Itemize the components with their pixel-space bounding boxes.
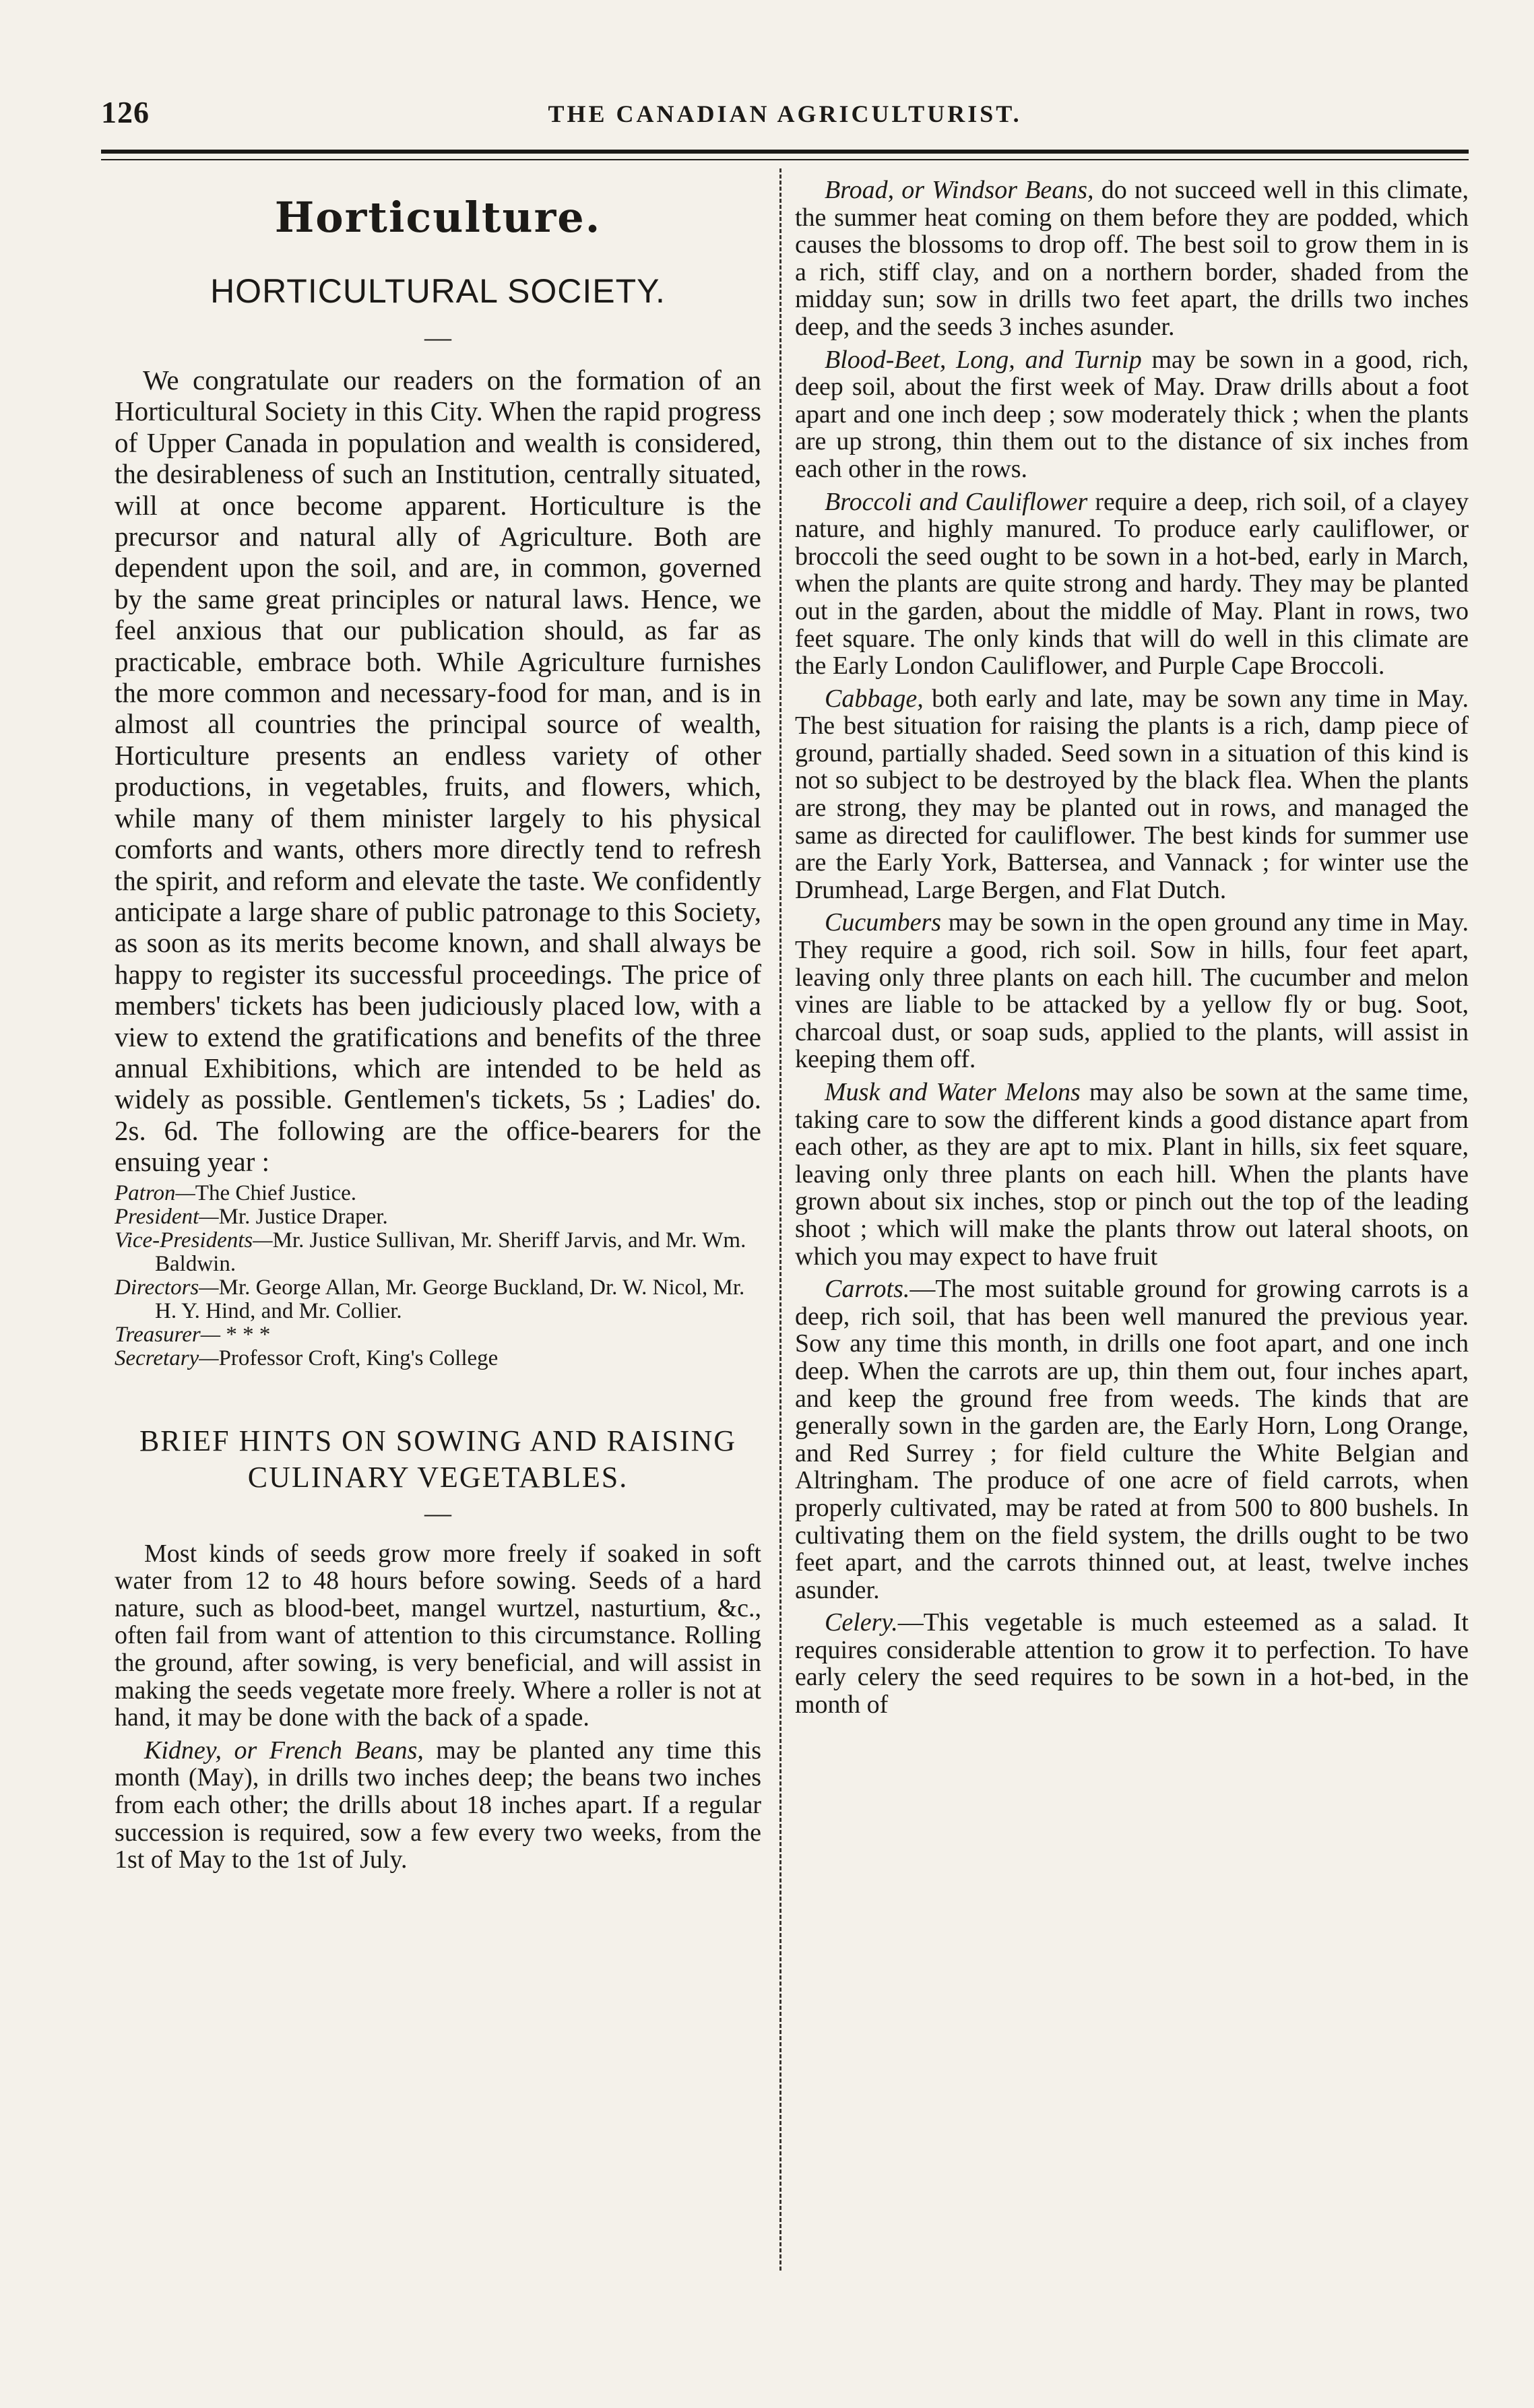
hints-dash: — (424, 1497, 451, 1528)
page-header (101, 94, 1469, 135)
officer-role: Treasurer— (115, 1322, 221, 1347)
column-divider (779, 168, 781, 2271)
section-title: Horticulture. (274, 193, 602, 242)
paragraph-text: —This vegetable is much esteemed as a salad. It requires considerable attention to grow it to perfection. To have early celery the seed requires to be sown in a hot-bed, in the month of (795, 1608, 1469, 1719)
paragraph-text: do not succeed well in this climate, the summer heat coming on them before they are podded, which causes the blossoms to drop off. The best soil to grow them in is a rich, stiff clay, and on a northern border, shaded from the midday sun; sow in drills two feet apart, the drills two inches deep, and the seeds 3 inches asunder. (795, 176, 1469, 341)
left-column (115, 177, 761, 1874)
officer-names: Mr. Justice Sullivan, Mr. Sheriff Jarvis, and Mr. Wm. Baldwin. (155, 1228, 746, 1276)
officer-secretary (115, 1347, 761, 1370)
right-column (795, 177, 1469, 1719)
officer-role: Vice-Presidents— (115, 1228, 273, 1253)
officer-names: Mr. George Allan, Mr. George Buckland, Dr. W. Nicol, Mr. H. Y. Hind, and Mr. Collier. (155, 1275, 745, 1323)
officer-directors (115, 1276, 761, 1323)
officer-names: The Chief Justice. (195, 1180, 356, 1205)
paragraph-text: —The most suitable ground for growing carrots is a deep, rich soil, that has been well manured the previous year. Sow any time this month, in drills one foot apart, and one inch deep. When the carrots are up, thin them out, four inches apart, and keep the ground free from weeds. The kinds that are generally sown in the garden are, the Early Horn, Long Orange, and Red Surrey ; for field culture the White Belgian and Altringham. The produce of one acre of field carrots, when properly cultivated, may be rated at from 500 to 800 bushels. In cultivating them on the field system, the drills ought to be two feet apart, and the carrots thinned out, at least, twelve inches asunder. (795, 1275, 1469, 1604)
paragraph-lead: Carrots. (825, 1275, 910, 1304)
cabbage-paragraph (795, 685, 1469, 904)
paragraph-text: may be sown in the open ground any time in May. They require a good, rich soil. Sow in hills, four feet apart, leaving only three plants on each hill. The cucumber and melon vines are liable to be attacked by a yellow fly or bug. Soot, charcoal dust, or soap suds, applied to the plants, will assist in keeping them off. (795, 908, 1469, 1074)
paragraph-lead: Kidney, or French Beans, (144, 1736, 424, 1765)
paragraph-text: may be sown in a good, rich, deep soil, about the first week of May. Draw drills about a foot apart and one inch deep ; sow moderately thick ; when the plants are up strong, thin them out to the distance of six inches from each other in the rows. (795, 345, 1469, 483)
running-title: THE CANADIAN AGRICULTURIST. (548, 100, 1022, 127)
blood-beet-paragraph (795, 346, 1469, 483)
officer-vice-presidents (115, 1229, 761, 1276)
hints-heading-line2: CULINARY VEGETABLES. (247, 1460, 629, 1494)
officer-treasurer (115, 1323, 761, 1347)
officer-patron (115, 1182, 761, 1205)
society-dash: — (424, 322, 451, 352)
paragraph-lead: Broad, or Windsor Beans, (825, 176, 1094, 204)
kidney-beans-paragraph (115, 1737, 761, 1874)
officer-names: Mr. Justice Draper. (218, 1204, 388, 1229)
paragraph-lead: Cucumbers (825, 908, 942, 937)
officer-president (115, 1205, 761, 1229)
paragraph-text: require a deep, rich soil, of a clayey nature, and highly manured. To produce early cauliflower, or broccoli the seed ought to be sown in a hot-bed, early in March, when the plants are quite strong and hardy. They may be planted out in the garden, about the middle of May. Plant in rows, two feet square. The only kinds that will do well in this climate are the Early London Cauliflower, and Purple Cape Broccoli. (795, 487, 1469, 680)
carrots-paragraph (795, 1275, 1469, 1604)
paragraph-text: both early and late, may be sown any time in May. The best situation for raising the plants is a rich, damp piece of ground, partially shaded. Seed sown in a situation of this kind is not so subject to be destroyed by the black flea. When the plants are strong, they may be planted out in rows, and managed the same as directed for cauliflower. The best kinds for summer use are the Early York, Battersea, and Vannack ; for winter use the Drumhead, Large Bergen, and Flat Dutch. (795, 684, 1469, 904)
officer-names: * * * (220, 1322, 271, 1347)
header-rule-thick (101, 150, 1469, 154)
officer-role: President— (115, 1204, 219, 1229)
paragraph-lead: Musk and Water Melons (825, 1078, 1081, 1106)
paragraph-text: may be planted any time this month (May), in drills two inches deep; the beans two inches from each other; the drills about 18 inches apart. If a regular succession is required, sow a few every two weeks, from the 1st of May to the 1st of July. (115, 1736, 761, 1874)
office-bearers-list (115, 1182, 761, 1370)
paragraph-lead: Broccoli and Cauliflower (825, 487, 1088, 516)
society-heading: HORTICULTURAL SOCIETY. (210, 272, 666, 310)
society-body: We congratulate our readers on the formation of an Horticultural Society in this City. When the rapid progress of Upper Canada in population and wealth is considered, the desirableness of such an Institution, centrally situated, will at once become apparent. Horticulture is the precursor and natural ally of Agriculture. Both are dependent upon the soil, and are, in common, governed by the same great principles or natural laws. Hence, we feel anxious that our publication should, as far as practicable, embrace both. While Agriculture furnishes the more common and necessary-food for man, and is in almost all countries the principal source of wealth, Horticulture presents an endless variety of other productions, in vegetables, fruits, and flowers, which, while many of them minister largely to his physical comforts and wants, others more directly tend to refresh the spirit, and reform and elevate the taste. We confidently anticipate a large share of public patronage to this Society, as soon as its merits become known, and shall always be happy to register its successful proceedings. The price of members' tickets has been judiciously placed low, with a view to extend the gratifications and benefits of the three annual Exhibitions, which are intended to be held as widely as possible. Gentlemen's tickets, 5s ; Ladies' do. 2s. 6d. The following are the office-bearers for the ensuing year : (115, 365, 761, 1178)
paragraph-lead: Blood-Beet, Long, and Turnip (825, 345, 1142, 374)
header-rule-thin (101, 159, 1469, 160)
officer-names: Professor Croft, King's College (218, 1345, 499, 1370)
page-number: 126 (101, 95, 150, 129)
cucumbers-paragraph (795, 909, 1469, 1073)
officer-role: Patron— (115, 1180, 195, 1205)
melons-paragraph (795, 1079, 1469, 1270)
celery-paragraph (795, 1609, 1469, 1718)
paragraph-text: may also be sown at the same time, taking care to sow the different kinds a good distance apart from each other, as they are apt to mix. Plant in hills, six feet square, leaving only three plants on each hill. When the plants have grown about six inches, stop or pinch out the top of the leading shoot ; which will make the plants throw out lateral shoots, on which you may expect to have fruit (795, 1078, 1469, 1271)
hints-intro: Most kinds of seeds grow more freely if soaked in soft water from 12 to 48 hours before sowing. Seeds of a hard nature, such as blood-beet, mangel wurtzel, nasturtium, &c., often fail from want of attention to this circumstance. Rolling the ground, after sowing, is very beneficial, and will assist in making the seeds vegetate more freely. Where a roller is not at hand, it may be done with the back of a spade. (115, 1539, 761, 1732)
spacer (115, 1370, 761, 1423)
officer-role: Directors— (115, 1275, 219, 1300)
hints-heading-line1: BRIEF HINTS ON SOWING AND RAISING (139, 1424, 737, 1457)
officer-role: Secretary— (115, 1345, 219, 1370)
broccoli-paragraph (795, 488, 1469, 680)
broad-beans-paragraph (795, 177, 1469, 341)
paragraph-lead: Cabbage, (825, 684, 924, 713)
paragraph-lead: Celery. (825, 1608, 898, 1637)
